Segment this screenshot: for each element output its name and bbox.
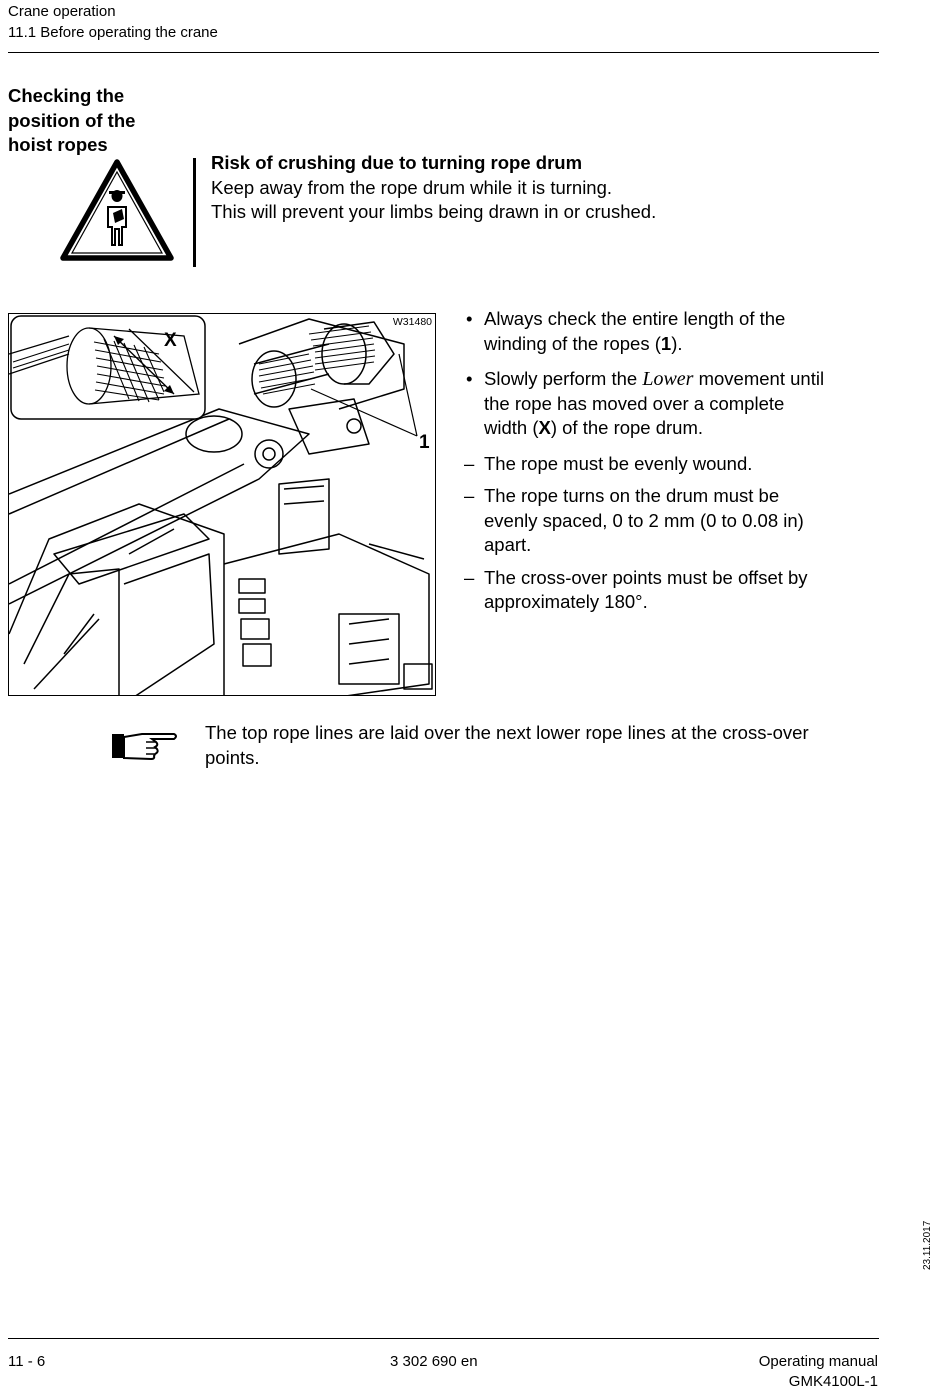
header-rule [8,52,879,53]
bullet-item [464,307,874,356]
figure-id: W31480 [392,316,432,328]
bullet-glyph: • [466,308,473,329]
figure-label-x: X [164,330,177,351]
warning-triangle-crushing-icon [58,157,176,263]
dash-item [464,566,874,615]
dash-glyph: – [464,485,475,506]
warning-line: Keep away from the rope drum while it is turning. [211,176,613,198]
bullet2-line3: width (X) of the rope drum. [484,417,704,438]
dash-glyph: – [464,566,475,588]
dash-line: The rope turns on the drum must be [484,485,780,506]
side-heading-line: position of the [8,109,136,131]
warning-bar [193,158,196,267]
revision-date: 23.11.2017 [922,1220,933,1270]
dash-line: The rope must be evenly wound. [484,452,753,474]
note-line: The top rope lines are laid over the next lower rope lines at the cross-over [205,722,809,743]
side-heading-line: hoist ropes [8,134,108,155]
header-chapter: Crane operation [8,3,116,20]
bullet-glyph: • [466,368,473,389]
note-line: points. [205,746,260,768]
warning-block [211,151,871,225]
pointing-hand-icon [110,728,180,762]
dash-line: evenly spaced, 0 to 2 mm (0 to 0.08 in) [484,509,804,531]
dash-glyph: – [464,452,475,474]
crane-illustration [9,314,436,696]
instructions [464,307,874,623]
warning-line: This will prevent your limbs being drawn in or crushed. [211,201,657,222]
dash-line: apart. [484,534,532,555]
side-heading-line: Checking the [8,85,125,106]
bullet1-line1: Always check the entire length of the [484,308,786,329]
dash-line: approximately 180°. [484,591,648,612]
bullet-item [464,367,874,441]
footer-page: 11 - 6 [8,1353,46,1370]
bullet1-line2: winding of the ropes (1). [484,332,683,354]
dash-line: The cross-over points must be offset by [484,566,808,588]
bullet2-line1: Slowly perform the Lower movement until [484,368,825,390]
crane-figure [8,313,436,696]
lower-movement-term: Lower [642,368,694,390]
footer-doc-number: 3 302 690 en [390,1353,478,1370]
dash-item [464,452,874,477]
bullet2-line2: the rope has moved over a complete [484,392,785,414]
footer-rule [8,1338,879,1339]
dash-item [464,484,874,558]
warning-title: Risk of crushing due to turning rope drum [211,152,583,173]
footer-manual: Operating manual [758,1353,878,1370]
side-heading [8,84,178,158]
footer-model: GMK4100L-1 [788,1373,878,1390]
note-text [205,721,885,770]
header-section: 11.1 Before operating the crane [8,24,218,41]
figure-label-1: 1 [419,432,430,453]
